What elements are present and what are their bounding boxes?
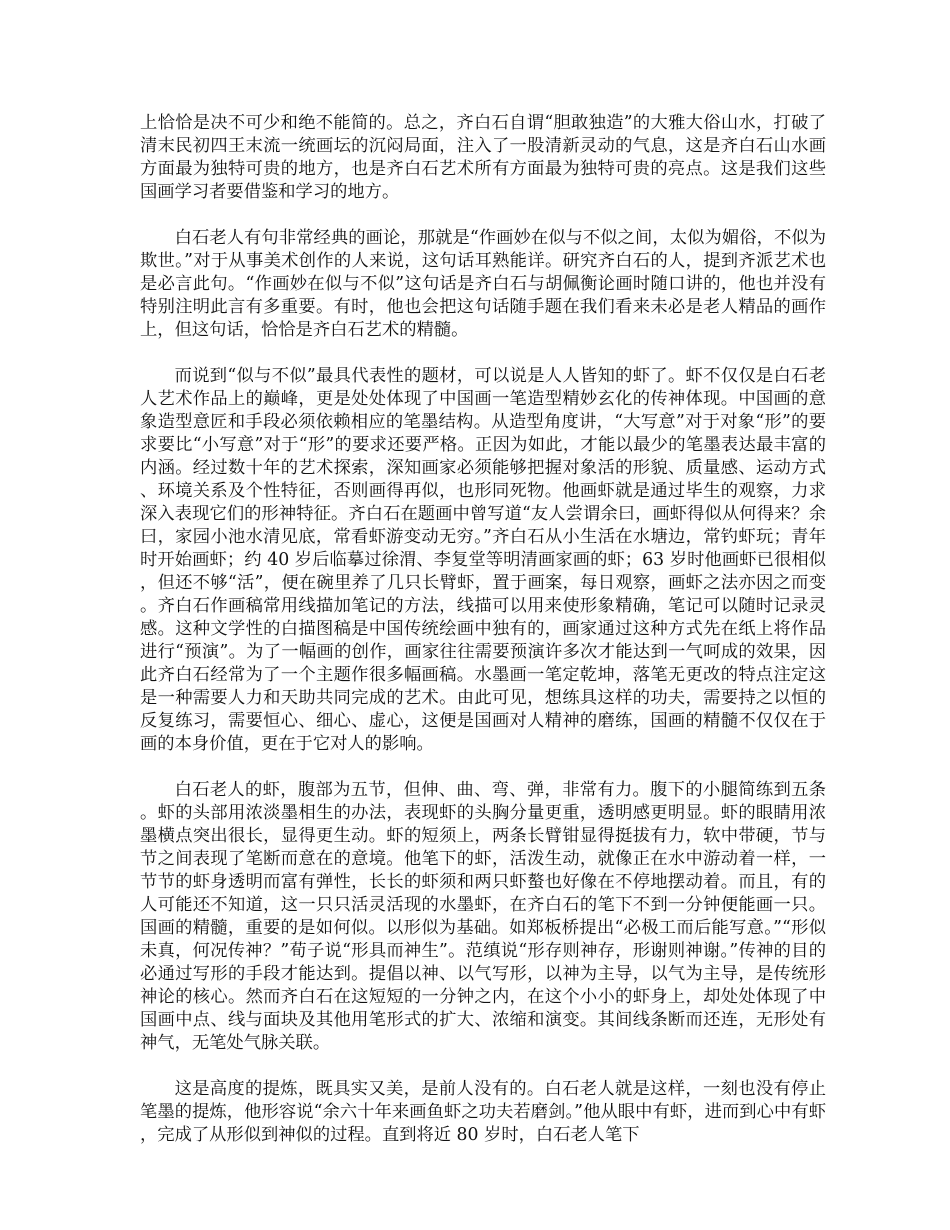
paragraph-5: 这是高度的提炼，既具实又美，是前人没有的。白石老人就是这样，一刻也没有停止笔墨的提炼，他形容说“余六十年来画鱼虾之功夫若磨剑。”他从眼中有虾，进而到心中有虾，完成了从形似到神似的过程。直到将近 80 岁时，白石老人笔下: [140, 1079, 826, 1145]
paragraph-1: 上恰恰是决不可少和绝不能简的。总之，齐白石自谓“胆敢独造”的大雅大俗山水，打破了清末民初四王末流一统画坛的沉闷局面，注入了一股清新灵动的气息，这是齐白石山水画方面最为独特可贵的地方，也是齐白石艺术所有方面最为独特可贵的亮点。这是我们这些国画学习者要借鉴和学习的地方。: [140, 113, 826, 202]
paragraph-3: 而说到“似与不似”最具代表性的题材，可以说是人人皆知的虾了。虾不仅仅是白石老人艺术作品上的巅峰，更是处处体现了中国画一笔造型精妙玄化的传神体现。中国画的意象造型意匠和手段必须依赖相应的笔墨结构。从造型角度讲，“大写意”对于对象“形”的要求要比“小写意”对于“形”的要求还要严格。正因为如此，才能以最少的笔墨表达最丰富的内涵。经过数十年的艺术探索，深知画家必须能够把握对象活的形貌、质量感、运动方式、环境关系及个性特征，否则画得再似，也形同死物。他画虾就是通过毕生的观察，力求深入表现它们的形神特征。齐白石在题画中曾写道“友人尝谓余曰，画虾得似从何得来？余曰，家园小池水清见底，常看虾游变动无穷。”齐白石从小生活在水塘边，常钓虾玩；青年时开始画虾；约 40 岁后临摹过徐渭、李复堂等明清画家画的虾；63 岁时他画虾已很相似，但还不够“活”，便在碗里养了几只长臂虾，置于画案，每日观察，画虾之法亦因之而变。齐白石作画稿常用线描加笔记的方法，线描可以用来使形象精确，笔记可以随时记录灵感。这种文学性的白描图稿是中国传统绘画中独有的，画家通过这种方式先在纸上将作品进行“预演”。为了一幅画的创作，画家往往需要预演许多次才能达到一气呵成的效果，因此齐白石经常为了一个主题作很多幅画稿。水墨画一笔定乾坤，落笔无更改的特点注定这是一种需要人力和天助共同完成的艺术。由此可见，想练具这样的功夫，需要持之以恒的反复练习，需要恒心、细心、虚心，这便是国画对人精神的磨练，国画的精髓不仅仅在于画的本身价值，更在于它对人的影响。: [140, 366, 826, 754]
article-body: [140, 112, 826, 1147]
paragraph-2: 白石老人有句非常经典的画论，那就是“作画妙在似与不似之间，太似为媚俗，不似为欺世。”对于从事美术创作的人来说，这句话耳熟能详。研究齐白石的人，提到齐派艺术也是必言此句。“作画妙在似与不似”这句话是齐白石与胡佩衡论画时随口讲的，他也并没有特别注明此言有多重要。有时，他也会把这句话随手题在我们看来未必是老人精品的画作上，但这句话，恰恰是齐白石艺术的精髓。: [140, 228, 826, 340]
paragraph-4: 白石老人的虾，腹部为五节，但伸、曲、弯、弹，非常有力。腹下的小腿简练到五条。虾的头部用浓淡墨相生的办法，表现虾的头胸分量更重，透明感更明显。虾的眼睛用浓墨横点突出很长，显得更生动。虾的短须上，两条长臂钳显得挺拔有力，软中带硬，节与节之间表现了笔断而意在的意境。他笔下的虾，活泼生动，就像正在水中游动着一样，一节节的虾身透明而富有弹性，长长的虾须和两只虾螯也好像在不停地摆动着。而且，有的人可能还不知道，这一只只活灵活现的水墨虾，在齐白石的笔下不到一分钟便能画一只。国画的精髓，重要的是如何似。以形似为基础。如郑板桥提出“必极工而后能写意。”“形似未真，何况传神？”荀子说“形具而神生”。范缜说“形存则神存，形谢则神谢。”传神的目的必通过写形的手段才能达到。提倡以神、以气写形，以神为主导，以气为主导，是传统形神论的核心。然而齐白石在这短短的一分钟之内，在这个小小的虾身上，却处处体现了中国画中点、线与面块及其他用笔形式的扩大、浓缩和演变。其间线条断而还连，无形处有神气，无笔处气脉关联。: [140, 780, 826, 1053]
